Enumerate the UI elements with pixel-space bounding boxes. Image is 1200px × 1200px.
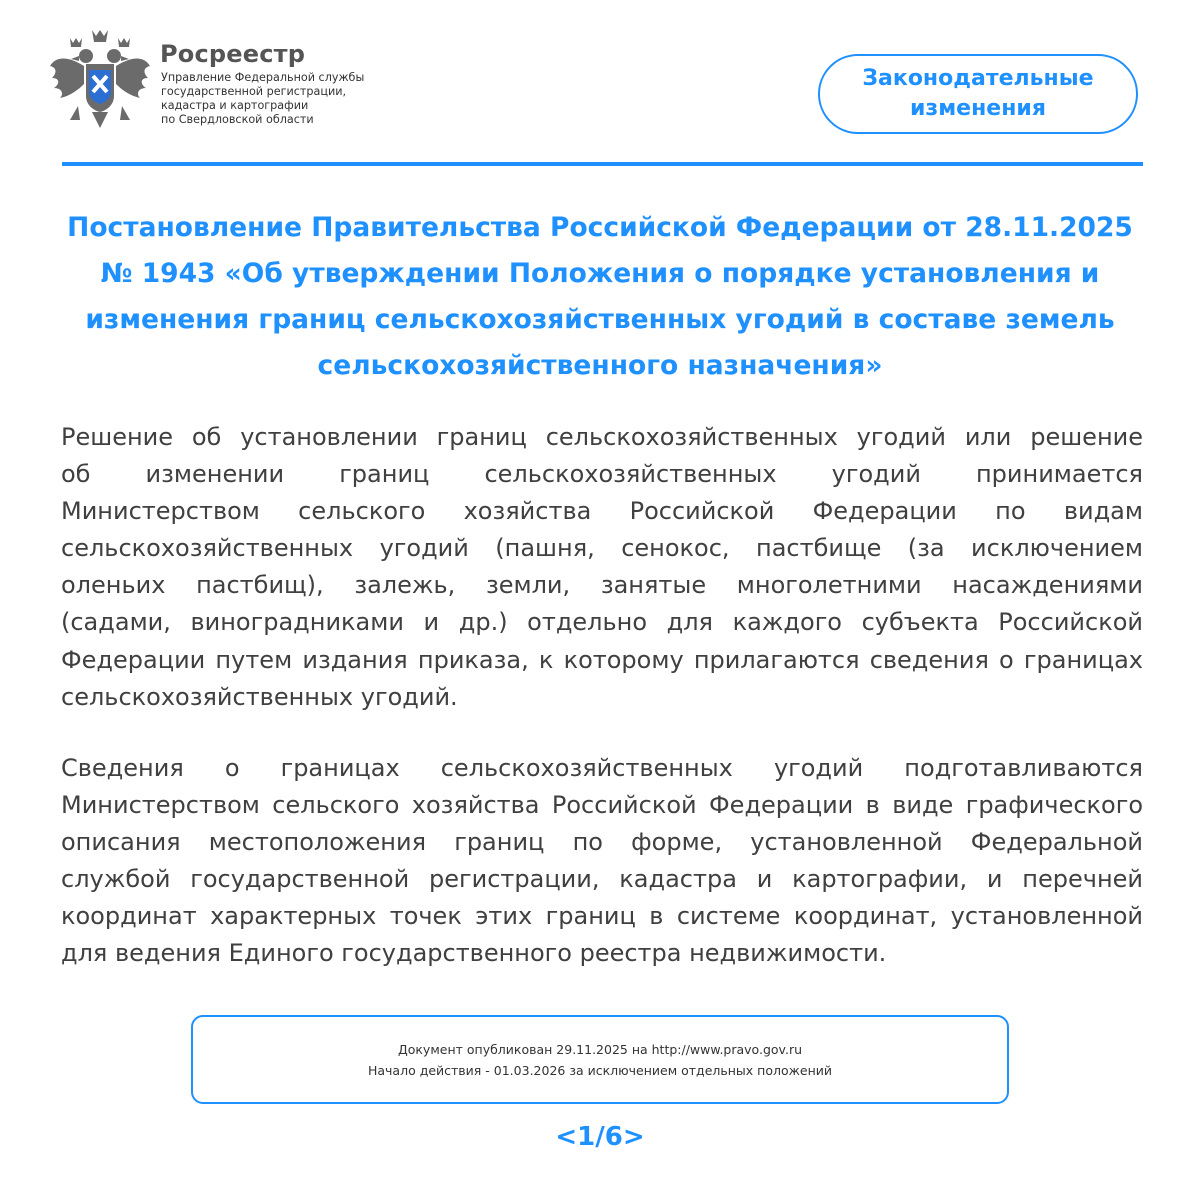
org-subtitle-line: государственной регистрации, — [161, 85, 347, 98]
paragraph-line: сельскохозяйственных угодий. — [61, 682, 458, 711]
paragraph-2 — [61, 750, 1143, 973]
paragraph-line: оленьих пастбищ), залежь, земли, занятые многолетними насаждениями — [61, 571, 1143, 600]
title-line: сельскохозяйственного назначения» — [317, 350, 883, 381]
paragraph-line: координат характерных точек этих границ в системе координат, установленной — [61, 902, 1143, 931]
document-title — [40, 205, 1160, 389]
org-subtitle-line: кадастра и картографии — [161, 99, 309, 112]
badge-line: Законодательные — [862, 66, 1094, 91]
paragraph-line: Сведения о границах сельскохозяйственных угодий подготавливаются — [61, 754, 1143, 782]
paragraph-line: Решение об установлении границ сельскохозяйственных угодий или решение — [61, 423, 1143, 451]
effective-note: Начало действия - 01.03.2026 за исключением отдельных положений — [367, 1063, 832, 1078]
org-subtitle — [161, 71, 421, 127]
publication-footnote — [191, 1015, 1009, 1104]
title-line: № 1943 «Об утверждении Положения о порядке установления и — [100, 258, 1100, 289]
category-badge — [818, 54, 1138, 134]
org-subtitle-line: Управление Федеральной службы — [161, 71, 365, 84]
paragraph-1 — [61, 419, 1143, 716]
paragraph-line: службой государственной регистрации, кадастра и картографии, и перечней — [61, 865, 1143, 894]
header-divider — [62, 162, 1143, 166]
double-headed-eagle-emblem-icon — [48, 26, 152, 136]
page-indicator: <1/6> — [555, 1122, 645, 1152]
paragraph-line: для ведения Единого государственного реестра недвижимости. — [61, 939, 887, 968]
title-line: Постановление Правительства Российской Федерации от 28.11.2025 — [67, 212, 1133, 243]
paragraph-line: Министерством сельского хозяйства Российской Федерации в виде графического — [61, 791, 1143, 820]
org-name: Росреестр — [160, 40, 306, 68]
badge-line: изменения — [910, 96, 1046, 121]
header — [0, 0, 1200, 170]
paragraph-line: об изменении границ сельскохозяйственных угодий принимается — [61, 460, 1143, 489]
title-line: изменения границ сельскохозяйственных угодий в составе земель — [85, 304, 1115, 335]
paragraph-line: (садами, виноградниками и др.) отдельно для каждого субъекта Российской — [61, 608, 1143, 637]
paragraph-line: Федерации путем издания приказа, к которому прилагаются сведения о границах — [61, 645, 1143, 674]
org-subtitle-line: по Свердловской области — [161, 113, 314, 126]
paragraph-line: Министерством сельского хозяйства Российской Федерации по видам — [61, 497, 1143, 526]
published-note: Документ опубликован 29.11.2025 на http://www.pravo.gov.ru — [397, 1042, 803, 1057]
paragraph-line: описания местоположения границ по форме, установленной Федеральной — [61, 828, 1143, 857]
paragraph-line: сельскохозяйственных угодий (пашня, сенокос, пастбище (за исключением — [61, 534, 1143, 563]
